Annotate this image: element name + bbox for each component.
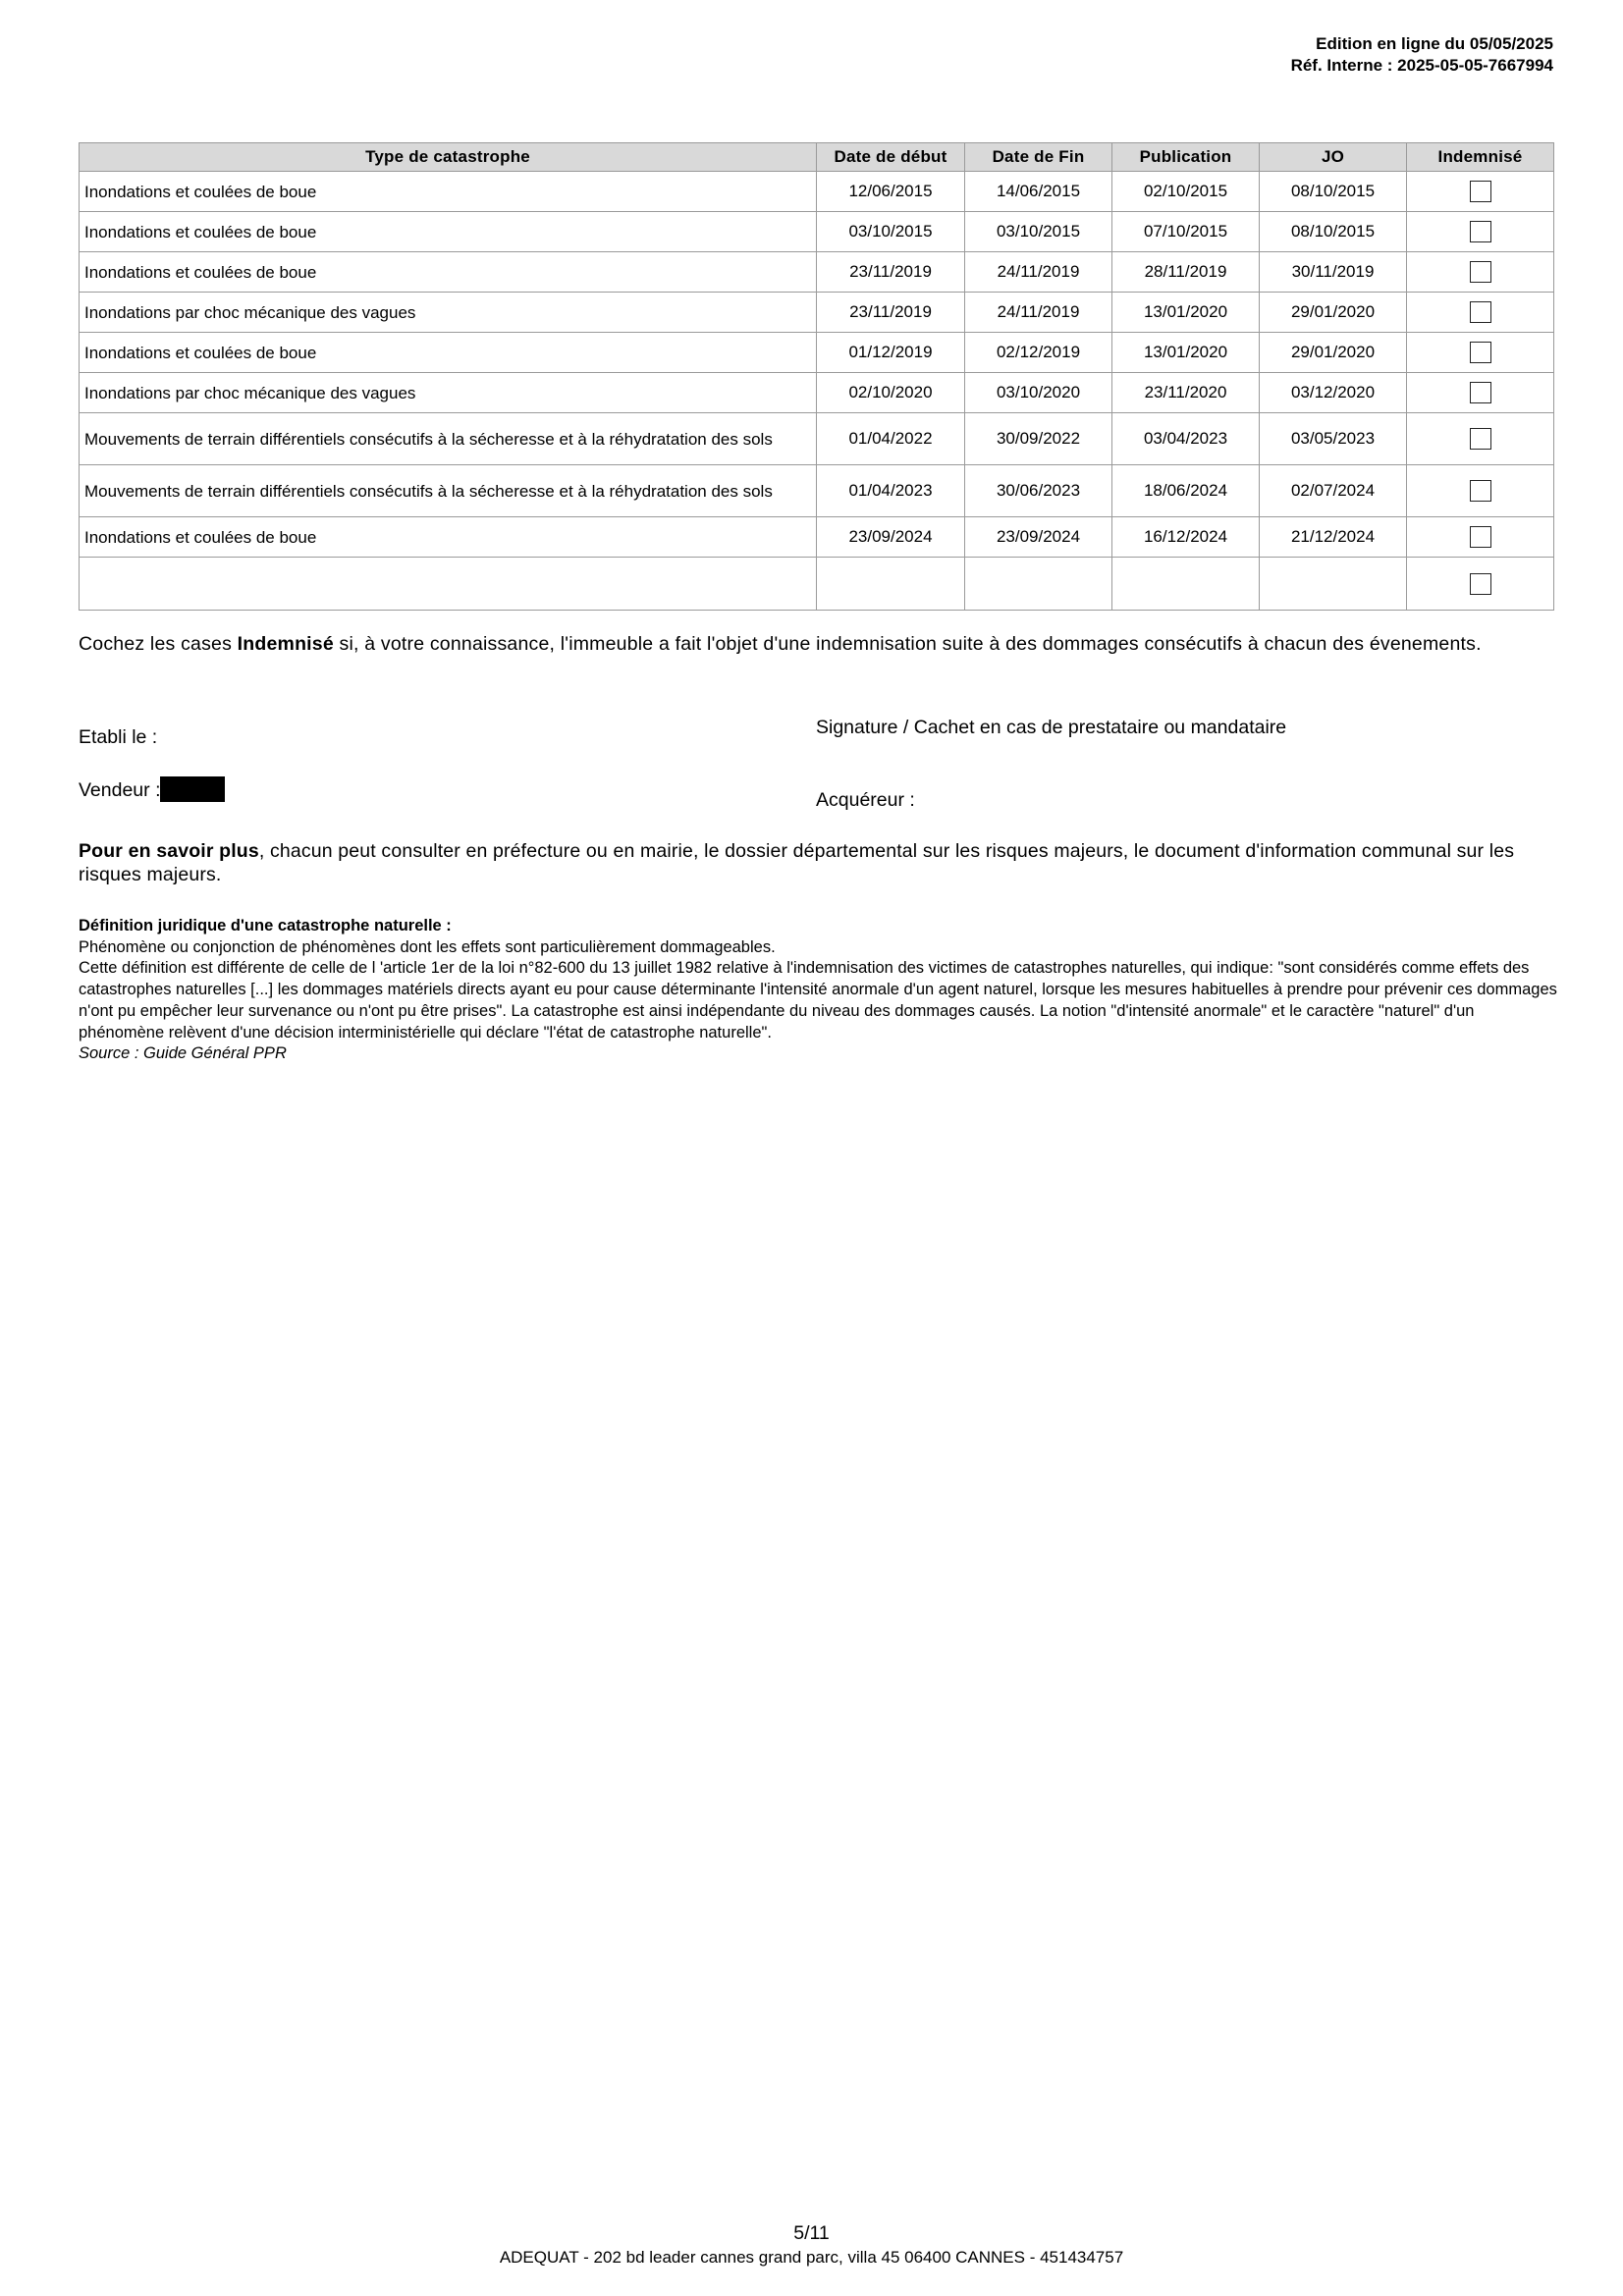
indemnise-checkbox[interactable] bbox=[1470, 428, 1491, 450]
cell-publication: 18/06/2024 bbox=[1112, 465, 1260, 517]
indemnise-checkbox[interactable] bbox=[1470, 480, 1491, 502]
vendeur-label: Vendeur : bbox=[79, 779, 161, 801]
table-row bbox=[80, 293, 1554, 333]
table-row bbox=[80, 465, 1554, 517]
cell-publication: 02/10/2015 bbox=[1112, 172, 1260, 212]
more-info-bold: Pour en savoir plus bbox=[79, 840, 259, 862]
cell-date-fin: 30/06/2023 bbox=[965, 465, 1112, 517]
cell-indemnise bbox=[1407, 252, 1554, 293]
page-number: 5/11 bbox=[793, 2222, 830, 2244]
definition-line: Phénomène ou conjonction de phénomènes dont les effets sont particulièrement dommageables. bbox=[79, 937, 776, 956]
cell-date-debut: 23/11/2019 bbox=[817, 252, 965, 293]
indemnise-instruction bbox=[79, 633, 1561, 656]
edition-date: Edition en ligne du 05/05/2025 bbox=[1316, 34, 1553, 53]
column-header-debut: Date de début bbox=[817, 143, 965, 172]
indemnise-checkbox[interactable] bbox=[1470, 382, 1491, 403]
instruction-bold: Indemnisé bbox=[237, 633, 334, 655]
cell-indemnise bbox=[1407, 373, 1554, 413]
cell-date-fin: 03/10/2015 bbox=[965, 212, 1112, 252]
cell-date-fin: 24/11/2019 bbox=[965, 293, 1112, 333]
signature-label: Signature / Cachet en cas de prestataire ou mandataire bbox=[816, 717, 1287, 738]
column-header-fin: Date de Fin bbox=[965, 143, 1112, 172]
cell-date-fin: 23/09/2024 bbox=[965, 517, 1112, 558]
table-row-empty bbox=[80, 558, 1554, 611]
cell-date-debut: 23/11/2019 bbox=[817, 293, 965, 333]
cell-jo: 08/10/2015 bbox=[1260, 172, 1407, 212]
cell-type: Inondations et coulées de boue bbox=[80, 212, 817, 252]
cell-type: Inondations et coulées de boue bbox=[80, 517, 817, 558]
cell-date-fin: 24/11/2019 bbox=[965, 252, 1112, 293]
table-row bbox=[80, 413, 1554, 465]
column-header-publication: Publication bbox=[1112, 143, 1260, 172]
cell-jo: 29/01/2020 bbox=[1260, 293, 1407, 333]
cell-type: Mouvements de terrain différentiels consécutifs à la sécheresse et à la réhydratation des sols bbox=[80, 413, 817, 465]
cell-date-fin: 02/12/2019 bbox=[965, 333, 1112, 373]
cell-jo: 03/12/2020 bbox=[1260, 373, 1407, 413]
cell-jo: 29/01/2020 bbox=[1260, 333, 1407, 373]
instruction-text-end: si, à votre connaissance, l'immeuble a fait l'objet d'une indemnisation suite à des dommages consécutifs à chacun des évenements. bbox=[333, 633, 1482, 655]
cell-date-debut: 01/04/2023 bbox=[817, 465, 965, 517]
more-info-paragraph bbox=[79, 839, 1551, 886]
table-row bbox=[80, 252, 1554, 293]
cell-publication: 28/11/2019 bbox=[1112, 252, 1260, 293]
cell-jo: 30/11/2019 bbox=[1260, 252, 1407, 293]
cell-indemnise bbox=[1407, 465, 1554, 517]
cell-indemnise bbox=[1407, 413, 1554, 465]
indemnise-checkbox[interactable] bbox=[1470, 573, 1491, 595]
cell-publication: 13/01/2020 bbox=[1112, 293, 1260, 333]
more-info-text: , chacun peut consulter en préfecture ou en mairie, le dossier départemental sur les risques majeurs, le document d'information communal sur les risques majeurs. bbox=[79, 840, 1515, 885]
cell-date-fin: 30/09/2022 bbox=[965, 413, 1112, 465]
vendeur-field bbox=[79, 776, 225, 802]
cell-date-debut: 23/09/2024 bbox=[817, 517, 965, 558]
cell-date-debut: 01/04/2022 bbox=[817, 413, 965, 465]
cell-indemnise bbox=[1407, 212, 1554, 252]
cell-date-debut: 03/10/2015 bbox=[817, 212, 965, 252]
indemnise-checkbox[interactable] bbox=[1470, 181, 1491, 202]
definition-source: Source : Guide Général PPR bbox=[79, 1044, 287, 1063]
cell-date-debut: 12/06/2015 bbox=[817, 172, 965, 212]
etabli-label: Etabli le : bbox=[79, 726, 158, 748]
cell-type: Inondations et coulées de boue bbox=[80, 333, 817, 373]
cell-indemnise bbox=[1407, 517, 1554, 558]
cell-jo: 21/12/2024 bbox=[1260, 517, 1407, 558]
catastrophe-table bbox=[79, 142, 1554, 611]
cell-jo: 02/07/2024 bbox=[1260, 465, 1407, 517]
cell-indemnise bbox=[1407, 293, 1554, 333]
indemnise-checkbox[interactable] bbox=[1470, 526, 1491, 548]
cell-jo: 03/05/2023 bbox=[1260, 413, 1407, 465]
table-header-row bbox=[80, 143, 1554, 172]
cell-date-debut: 02/10/2020 bbox=[817, 373, 965, 413]
acquereur-label: Acquéreur : bbox=[816, 789, 915, 811]
column-header-indemnise: Indemnisé bbox=[1407, 143, 1554, 172]
table-row bbox=[80, 517, 1554, 558]
footer-company: ADEQUAT - 202 bd leader cannes grand parc, villa 45 06400 CANNES - 451434757 bbox=[499, 2248, 1124, 2267]
table-row bbox=[80, 212, 1554, 252]
indemnise-checkbox[interactable] bbox=[1470, 261, 1491, 283]
table-row bbox=[80, 172, 1554, 212]
definition-block bbox=[79, 916, 1561, 1065]
cell-indemnise bbox=[1407, 558, 1554, 611]
indemnise-checkbox[interactable] bbox=[1470, 221, 1491, 242]
cell-indemnise bbox=[1407, 333, 1554, 373]
cell-date-debut: 01/12/2019 bbox=[817, 333, 965, 373]
cell-type: Inondations et coulées de boue bbox=[80, 252, 817, 293]
indemnise-checkbox[interactable] bbox=[1470, 301, 1491, 323]
cell-publication: 23/11/2020 bbox=[1112, 373, 1260, 413]
cell-type: Inondations et coulées de boue bbox=[80, 172, 817, 212]
document-header bbox=[1291, 33, 1553, 77]
column-header-type: Type de catastrophe bbox=[80, 143, 817, 172]
cell-date-debut[interactable] bbox=[817, 558, 965, 611]
table-row bbox=[80, 333, 1554, 373]
redacted-block bbox=[160, 776, 225, 802]
cell-type: Mouvements de terrain différentiels consécutifs à la sécheresse et à la réhydratation des sols bbox=[80, 465, 817, 517]
cell-type[interactable] bbox=[80, 558, 817, 611]
cell-type: Inondations par choc mécanique des vagues bbox=[80, 293, 817, 333]
table-row bbox=[80, 373, 1554, 413]
cell-date-fin: 14/06/2015 bbox=[965, 172, 1112, 212]
cell-type: Inondations par choc mécanique des vagues bbox=[80, 373, 817, 413]
cell-publication: 07/10/2015 bbox=[1112, 212, 1260, 252]
cell-publication: 13/01/2020 bbox=[1112, 333, 1260, 373]
cell-jo[interactable] bbox=[1260, 558, 1407, 611]
internal-reference: Réf. Interne : 2025-05-05-7667994 bbox=[1290, 56, 1553, 75]
cell-jo: 08/10/2015 bbox=[1260, 212, 1407, 252]
instruction-text: Cochez les cases bbox=[79, 633, 238, 655]
cell-indemnise bbox=[1407, 172, 1554, 212]
cell-publication: 16/12/2024 bbox=[1112, 517, 1260, 558]
definition-title: Définition juridique d'une catastrophe naturelle : bbox=[79, 917, 452, 934]
cell-publication: 03/04/2023 bbox=[1112, 413, 1260, 465]
cell-date-fin: 03/10/2020 bbox=[965, 373, 1112, 413]
indemnise-checkbox[interactable] bbox=[1470, 342, 1491, 363]
cell-date-fin[interactable] bbox=[965, 558, 1112, 611]
cell-publication[interactable] bbox=[1112, 558, 1260, 611]
column-header-jo: JO bbox=[1260, 143, 1407, 172]
definition-body: Cette définition est différente de celle de l 'article 1er de la loi n°82-600 du 13 juillet 1982 relative à l'indemnisation des victimes de catastrophes naturelles, qui indique: "sont considérés comme effets des catastrophes naturelles [...] les dommages matériels directs ayant eu pour cause déterminante l'intensité anormale d'un agent naturel, lorsque les mesures habituelles à prendre pour prévenir ces dommages n'ont pu empêcher leur survenance ou n'ont pu être prises". La catastrophe est ainsi indépendante du niveau des dommages causés. La notion "d'intensité anormale" et le caractère "naturel" d'un phénomène relèvent d'une décision interministérielle qui déclare "l'état de catastrophe naturelle". bbox=[79, 959, 1557, 1041]
